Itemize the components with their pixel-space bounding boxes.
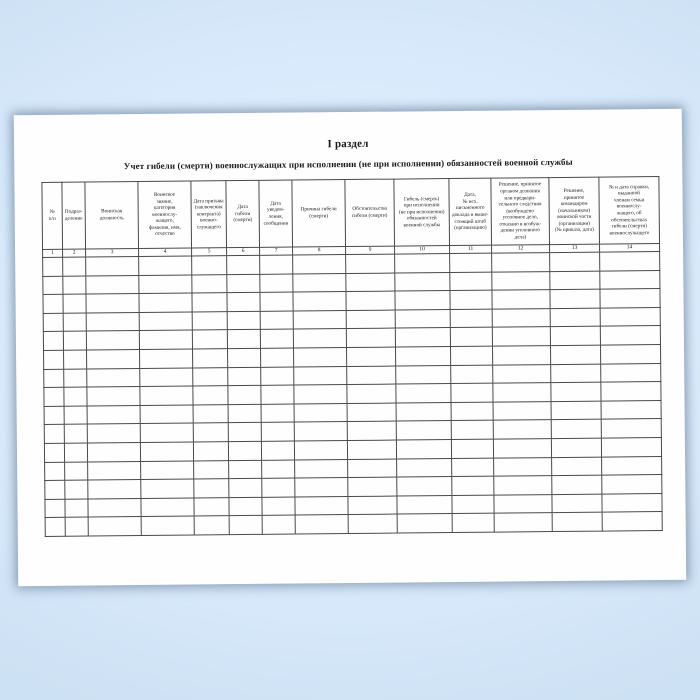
column-header-1: № п/п xyxy=(42,182,63,249)
table-cell xyxy=(140,405,193,424)
table-cell xyxy=(139,256,192,275)
section-title: I раздел xyxy=(327,137,369,151)
column-number-9: 9 xyxy=(346,246,395,254)
column-header-5: Дата призыва (заключения контракта) военно- служащего xyxy=(191,181,227,248)
table-cell xyxy=(492,253,550,272)
table-cell xyxy=(493,364,551,383)
table-cell xyxy=(395,272,450,291)
table-cell xyxy=(86,331,139,350)
table-cell xyxy=(396,384,451,403)
table-cell xyxy=(261,422,294,441)
table-cell xyxy=(192,274,227,293)
table-cell xyxy=(43,313,63,332)
table-cell xyxy=(492,327,550,346)
table-cell xyxy=(347,384,396,403)
table-cell xyxy=(227,293,260,312)
table-cell xyxy=(262,515,295,534)
table-cell xyxy=(227,330,260,349)
table-cell xyxy=(450,346,492,365)
table-cell xyxy=(293,329,346,348)
table-cell xyxy=(550,308,600,327)
table-cell xyxy=(45,462,65,481)
table-cell xyxy=(87,442,140,461)
table-cell xyxy=(63,257,86,276)
table-cell xyxy=(262,460,295,479)
table-cell xyxy=(346,328,395,347)
table-cell xyxy=(601,363,661,382)
table-cell xyxy=(348,477,397,496)
table-cell xyxy=(43,276,63,295)
table-cell xyxy=(192,330,227,349)
table-cell xyxy=(87,424,140,443)
table-cell xyxy=(396,402,451,421)
table-cell xyxy=(139,275,192,294)
table-cell xyxy=(551,401,601,420)
table-cell xyxy=(45,518,65,537)
table-cell xyxy=(451,439,493,458)
table-cell xyxy=(600,326,660,345)
table-cell xyxy=(261,441,294,460)
table-cell xyxy=(395,347,450,366)
table-cell xyxy=(348,514,397,533)
table-cell xyxy=(193,404,228,423)
table-cell xyxy=(45,499,65,518)
column-number-1: 1 xyxy=(43,249,63,257)
column-number-7: 7 xyxy=(260,247,293,255)
table-cell xyxy=(295,496,348,515)
table-cell xyxy=(44,350,64,369)
table-cell xyxy=(87,349,140,368)
table-cell xyxy=(346,273,395,292)
table-cell xyxy=(450,253,492,272)
table-cell xyxy=(260,292,293,311)
column-header-7: Дата уведом- ления, сообщения xyxy=(259,180,293,247)
table-cell xyxy=(601,400,661,419)
table-cell xyxy=(550,326,600,345)
table-cell xyxy=(260,255,293,274)
table-cell xyxy=(63,313,86,332)
table-cell xyxy=(43,332,63,351)
table-cell xyxy=(43,257,63,276)
table-cell xyxy=(450,272,492,291)
table-cell xyxy=(452,495,494,514)
column-number-12: 12 xyxy=(492,245,550,254)
table-cell xyxy=(348,459,397,478)
table-cell xyxy=(194,516,229,535)
table-cell xyxy=(44,443,64,462)
table-cell xyxy=(450,309,492,328)
table-cell xyxy=(194,497,229,516)
table-cell xyxy=(260,329,293,348)
table-cell xyxy=(346,291,395,310)
table-cell xyxy=(397,458,452,477)
table-cell xyxy=(88,480,141,499)
table-cell xyxy=(227,311,260,330)
table-cell xyxy=(601,382,661,401)
column-header-12: Решение, принятое органом дознания или предвари- тельного следствия (возбуждено уголовное дело, отказано в возбуж- дении уголовного дела) xyxy=(491,178,550,246)
table-cell xyxy=(492,308,550,327)
table-cell xyxy=(293,292,346,311)
table-cell xyxy=(65,499,88,518)
table-cell xyxy=(397,477,452,496)
table-cell xyxy=(293,310,346,329)
table-cell xyxy=(295,478,348,497)
table-cell xyxy=(396,365,451,384)
table-cell xyxy=(348,496,397,515)
column-header-13: Решение, принятое командиром (начальником) воинской части (организации) (№ приказа, дата) xyxy=(549,177,600,244)
table-cell xyxy=(397,495,452,514)
table-cell xyxy=(294,422,347,441)
table-cell xyxy=(347,403,396,422)
table-cell xyxy=(140,386,193,405)
column-number-2: 2 xyxy=(63,249,86,257)
table-cell xyxy=(552,457,602,476)
table-cell xyxy=(64,406,87,425)
table-cell xyxy=(139,330,192,349)
column-header-14: № и дата справки, выданной членам семьи военнослу- жащего, об обстоятельствах гибели (смерти) военнослужащего xyxy=(599,177,660,245)
table-cell xyxy=(140,349,193,368)
table-cell xyxy=(192,256,227,275)
table-cell xyxy=(261,404,294,423)
table-cell xyxy=(65,462,88,481)
table-cell xyxy=(228,386,261,405)
table-cell xyxy=(550,345,600,364)
table-cell xyxy=(395,254,450,273)
column-number-14: 14 xyxy=(600,244,660,253)
table-cell xyxy=(492,290,550,309)
table-cell xyxy=(193,442,228,461)
table-cell xyxy=(347,440,396,459)
table-cell xyxy=(551,419,601,438)
table-cell xyxy=(63,331,86,350)
table-cell xyxy=(261,385,294,404)
table-cell xyxy=(63,276,86,295)
table-cell xyxy=(552,494,602,513)
table-cell xyxy=(600,344,660,363)
table-cell xyxy=(86,294,139,313)
table-cell xyxy=(260,311,293,330)
table-cell xyxy=(262,497,295,516)
column-number-13: 13 xyxy=(550,244,600,252)
table-cell xyxy=(494,513,552,532)
table-cell xyxy=(44,425,64,444)
record-table xyxy=(41,176,662,537)
column-header-6: Дата гибели (смерти) xyxy=(226,180,260,247)
document-subtitle: Учет гибели (смерти) военнослужащих при исполнении (не при исполнении) обязанностей военной службы xyxy=(123,156,573,172)
table-cell xyxy=(492,346,550,365)
table-cell xyxy=(395,328,450,347)
table-cell xyxy=(44,406,64,425)
table-cell xyxy=(451,420,493,439)
table-cell xyxy=(229,478,262,497)
table-body xyxy=(43,252,663,537)
table-cell xyxy=(602,475,662,494)
table-cell xyxy=(346,254,395,273)
table-cell xyxy=(493,420,551,439)
table-cell xyxy=(43,294,63,313)
table-cell xyxy=(493,383,551,402)
table-cell xyxy=(451,383,493,402)
table-cell xyxy=(140,368,193,387)
table-cell xyxy=(65,480,88,499)
table-cell xyxy=(64,369,87,388)
table-cell xyxy=(494,457,552,476)
table-cell xyxy=(494,476,552,495)
table-cell xyxy=(140,423,193,442)
table-head xyxy=(42,177,660,258)
table-cell xyxy=(552,512,602,531)
table-cell xyxy=(193,349,228,368)
table-cell xyxy=(229,460,262,479)
table-cell xyxy=(451,402,493,421)
table-cell xyxy=(295,459,348,478)
column-number-8: 8 xyxy=(293,247,346,256)
table-cell xyxy=(602,512,662,531)
table-cell xyxy=(227,255,260,274)
table-cell xyxy=(193,367,228,386)
table-cell xyxy=(87,368,140,387)
table-cell xyxy=(228,423,261,442)
table-cell xyxy=(600,289,660,308)
table-cell xyxy=(65,517,88,536)
table-cell xyxy=(600,270,660,289)
table-cell xyxy=(452,476,494,495)
table-cell xyxy=(228,367,261,386)
table-cell xyxy=(346,310,395,329)
table-cell xyxy=(139,293,192,312)
table-cell xyxy=(601,437,661,456)
column-header-9: Обстоятельства гибели (смерти) xyxy=(345,179,395,246)
table-cell xyxy=(228,348,261,367)
column-header-8: Причина гибели (смерти) xyxy=(292,180,346,248)
table-cell xyxy=(141,516,194,535)
column-number-3: 3 xyxy=(86,249,139,258)
table-cell xyxy=(261,348,294,367)
table-cell xyxy=(450,290,492,309)
table-cell xyxy=(550,289,600,308)
table-cell xyxy=(452,513,494,532)
table-cell xyxy=(194,479,229,498)
column-header-4: Воинское звание, категория военнослу- жащего, фамилия, имя, отчество xyxy=(138,181,192,249)
column-number-5: 5 xyxy=(192,248,227,256)
table-cell xyxy=(346,347,395,366)
column-header-10: Гибель (смерть) при исполнении (не при исполнении) обязанностей военной службы xyxy=(394,179,450,247)
column-number-4: 4 xyxy=(139,248,192,257)
table-cell xyxy=(601,419,661,438)
table-cell xyxy=(88,461,141,480)
table-cell xyxy=(551,364,601,383)
table-cell xyxy=(551,382,601,401)
table-cell xyxy=(141,479,194,498)
table-cell xyxy=(397,514,452,533)
table-cell xyxy=(395,309,450,328)
table-cell xyxy=(193,423,228,442)
table-cell xyxy=(294,440,347,459)
table-cell xyxy=(450,328,492,347)
table-cell xyxy=(602,493,662,512)
table-cell xyxy=(395,291,450,310)
table-cell xyxy=(141,498,194,517)
table-cell xyxy=(262,478,295,497)
table-cell xyxy=(493,439,551,458)
table-cell xyxy=(396,439,451,458)
table-cell xyxy=(227,274,260,293)
document-page xyxy=(14,109,686,586)
table-cell xyxy=(228,404,261,423)
table-cell xyxy=(45,480,65,499)
table-cell xyxy=(64,350,87,369)
table-cell xyxy=(493,401,551,420)
column-header-2: Подраз- деление xyxy=(62,182,86,249)
table-cell xyxy=(295,515,348,534)
table-cell xyxy=(260,274,293,293)
table-cell xyxy=(452,458,494,477)
column-header-11: Дата, № исх. письменного доклада в выше- стоящий штаб (организацию) xyxy=(449,178,492,245)
table-cell xyxy=(294,348,347,367)
table-cell xyxy=(600,307,660,326)
table-cell xyxy=(87,387,140,406)
table-cell xyxy=(64,424,87,443)
table-cell xyxy=(140,442,193,461)
table-cell xyxy=(88,498,141,517)
table-cell xyxy=(193,386,228,405)
column-number-10: 10 xyxy=(395,246,450,255)
table-cell xyxy=(261,367,294,386)
table-cell xyxy=(492,271,550,290)
table-cell xyxy=(293,255,346,274)
table-cell xyxy=(552,475,602,494)
table-cell xyxy=(228,441,261,460)
table-cell xyxy=(451,365,493,384)
table-cell xyxy=(494,494,552,513)
table-cell xyxy=(294,403,347,422)
table-cell xyxy=(192,293,227,312)
table-cell xyxy=(86,275,139,294)
table-cell xyxy=(602,456,662,475)
table-cell xyxy=(63,294,86,313)
table-cell xyxy=(550,271,600,290)
table-cell xyxy=(294,385,347,404)
table-cell xyxy=(600,252,660,271)
table-cell xyxy=(87,405,140,424)
table-cell xyxy=(139,312,192,331)
table-cell xyxy=(88,517,141,536)
column-number-6: 6 xyxy=(227,247,260,255)
table-cell xyxy=(44,387,64,406)
table-cell xyxy=(551,438,601,457)
table-cell xyxy=(229,516,262,535)
table-cell xyxy=(44,369,64,388)
table-cell xyxy=(86,257,139,276)
table-cell xyxy=(86,312,139,331)
table-cell xyxy=(64,443,87,462)
table-cell xyxy=(141,461,194,480)
table-cell xyxy=(396,421,451,440)
table-cell xyxy=(347,366,396,385)
table-cell xyxy=(194,460,229,479)
table-cell xyxy=(64,387,87,406)
column-number-11: 11 xyxy=(450,245,492,253)
table-cell xyxy=(192,311,227,330)
table-cell xyxy=(550,252,600,271)
table-cell xyxy=(293,273,346,292)
column-header-3: Воинская должность xyxy=(85,182,139,250)
table-cell xyxy=(294,366,347,385)
table-cell xyxy=(347,421,396,440)
table-cell xyxy=(229,497,262,516)
